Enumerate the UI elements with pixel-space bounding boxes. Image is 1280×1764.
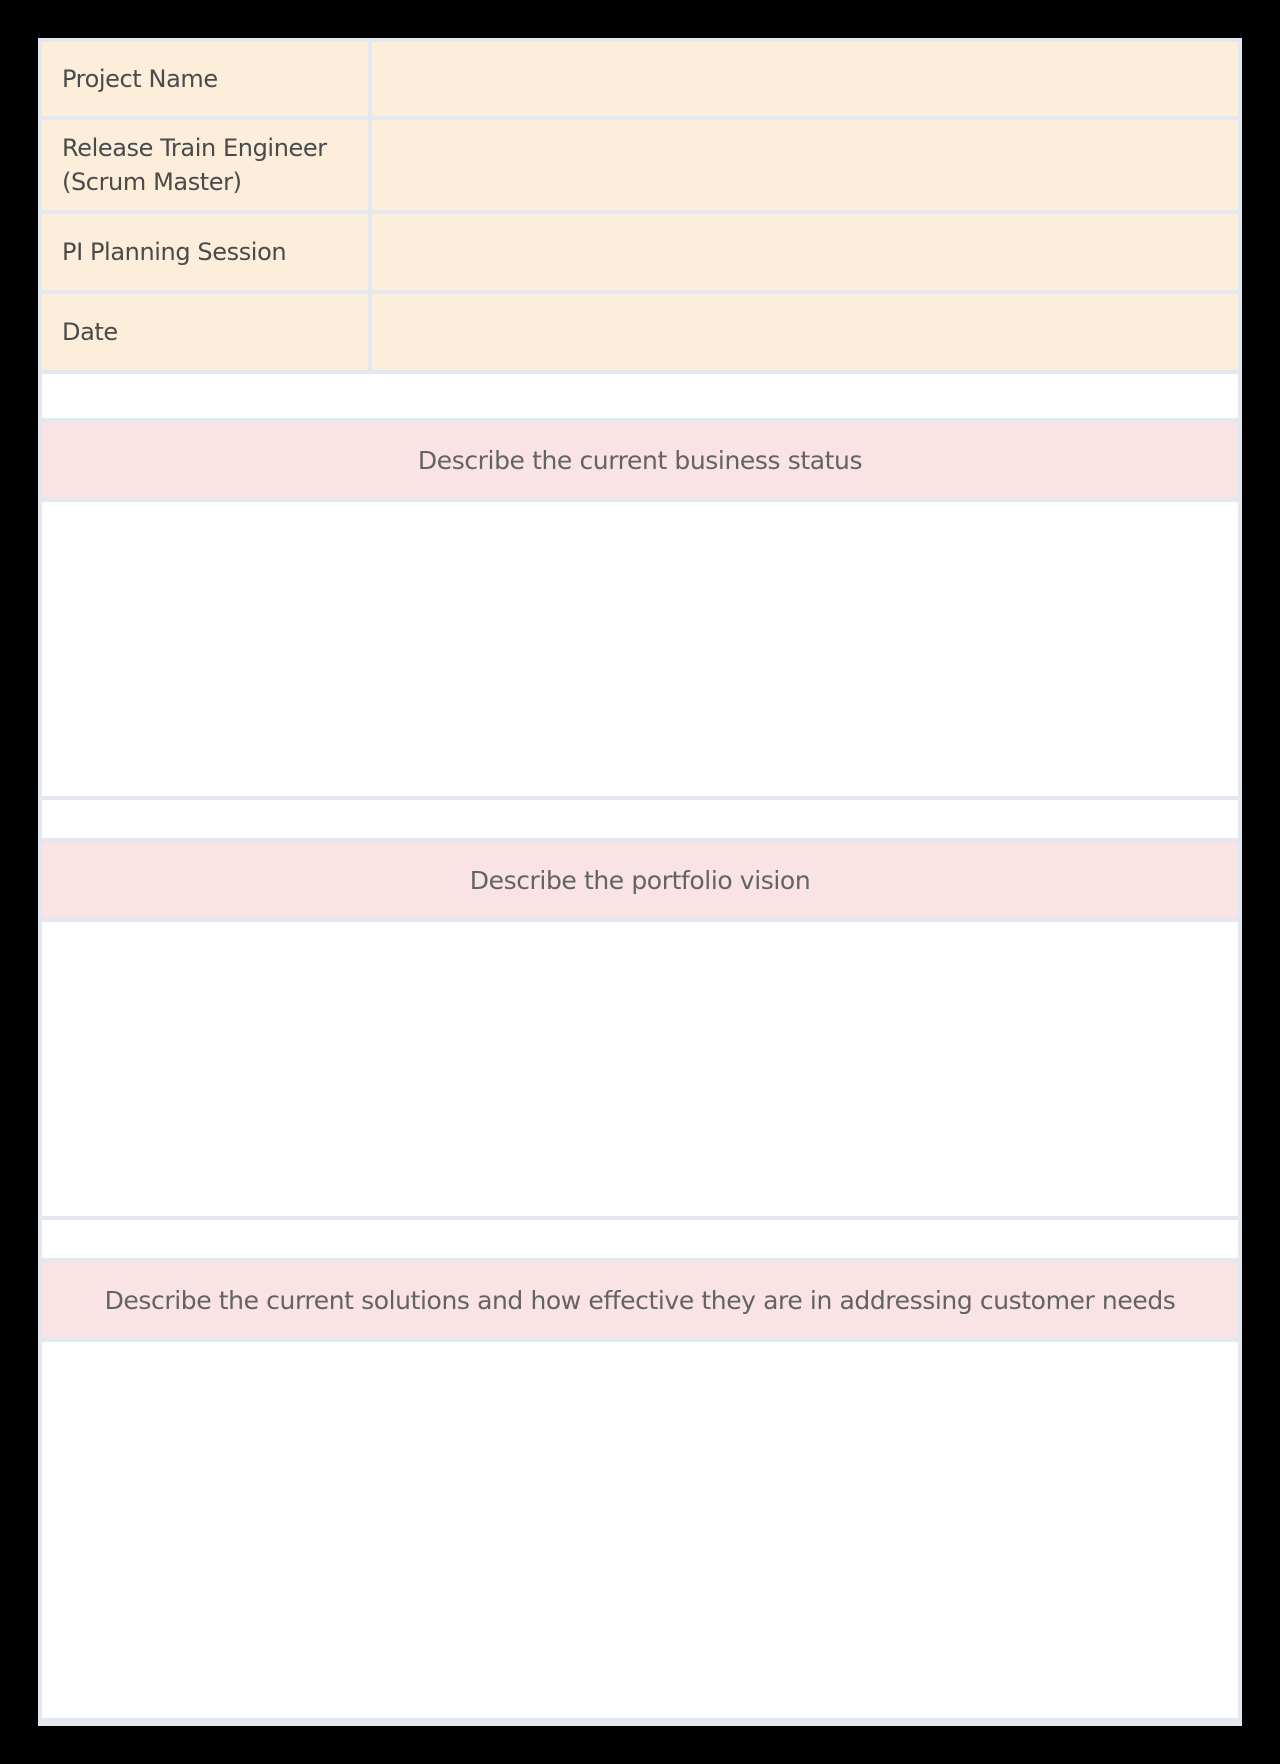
label-pi-planning-session: PI Planning Session	[42, 214, 368, 290]
section-heading-portfolio-vision: Describe the portfolio vision	[42, 842, 1238, 918]
field-release-train-engineer[interactable]	[372, 120, 1238, 210]
spacer	[42, 374, 1238, 418]
answer-current-solutions[interactable]	[42, 1342, 1238, 1718]
spacer	[42, 1220, 1238, 1258]
row-project-name	[42, 42, 1238, 116]
answer-business-status[interactable]	[42, 502, 1238, 796]
document-sheet	[38, 38, 1242, 1726]
field-project-name[interactable]	[372, 42, 1238, 116]
spacer	[42, 800, 1238, 838]
row-date	[42, 294, 1238, 370]
answer-portfolio-vision[interactable]	[42, 922, 1238, 1216]
row-release-train-engineer	[42, 120, 1238, 210]
field-pi-planning-session[interactable]	[372, 214, 1238, 290]
label-date: Date	[42, 294, 368, 370]
field-date[interactable]	[372, 294, 1238, 370]
label-release-train-engineer: Release Train Engineer (Scrum Master)	[42, 120, 368, 210]
row-pi-planning-session	[42, 214, 1238, 290]
label-project-name: Project Name	[42, 42, 368, 116]
section-heading-business-status: Describe the current business status	[42, 422, 1238, 498]
section-heading-current-solutions: Describe the current solutions and how effective they are in addressing customer needs	[42, 1262, 1238, 1338]
